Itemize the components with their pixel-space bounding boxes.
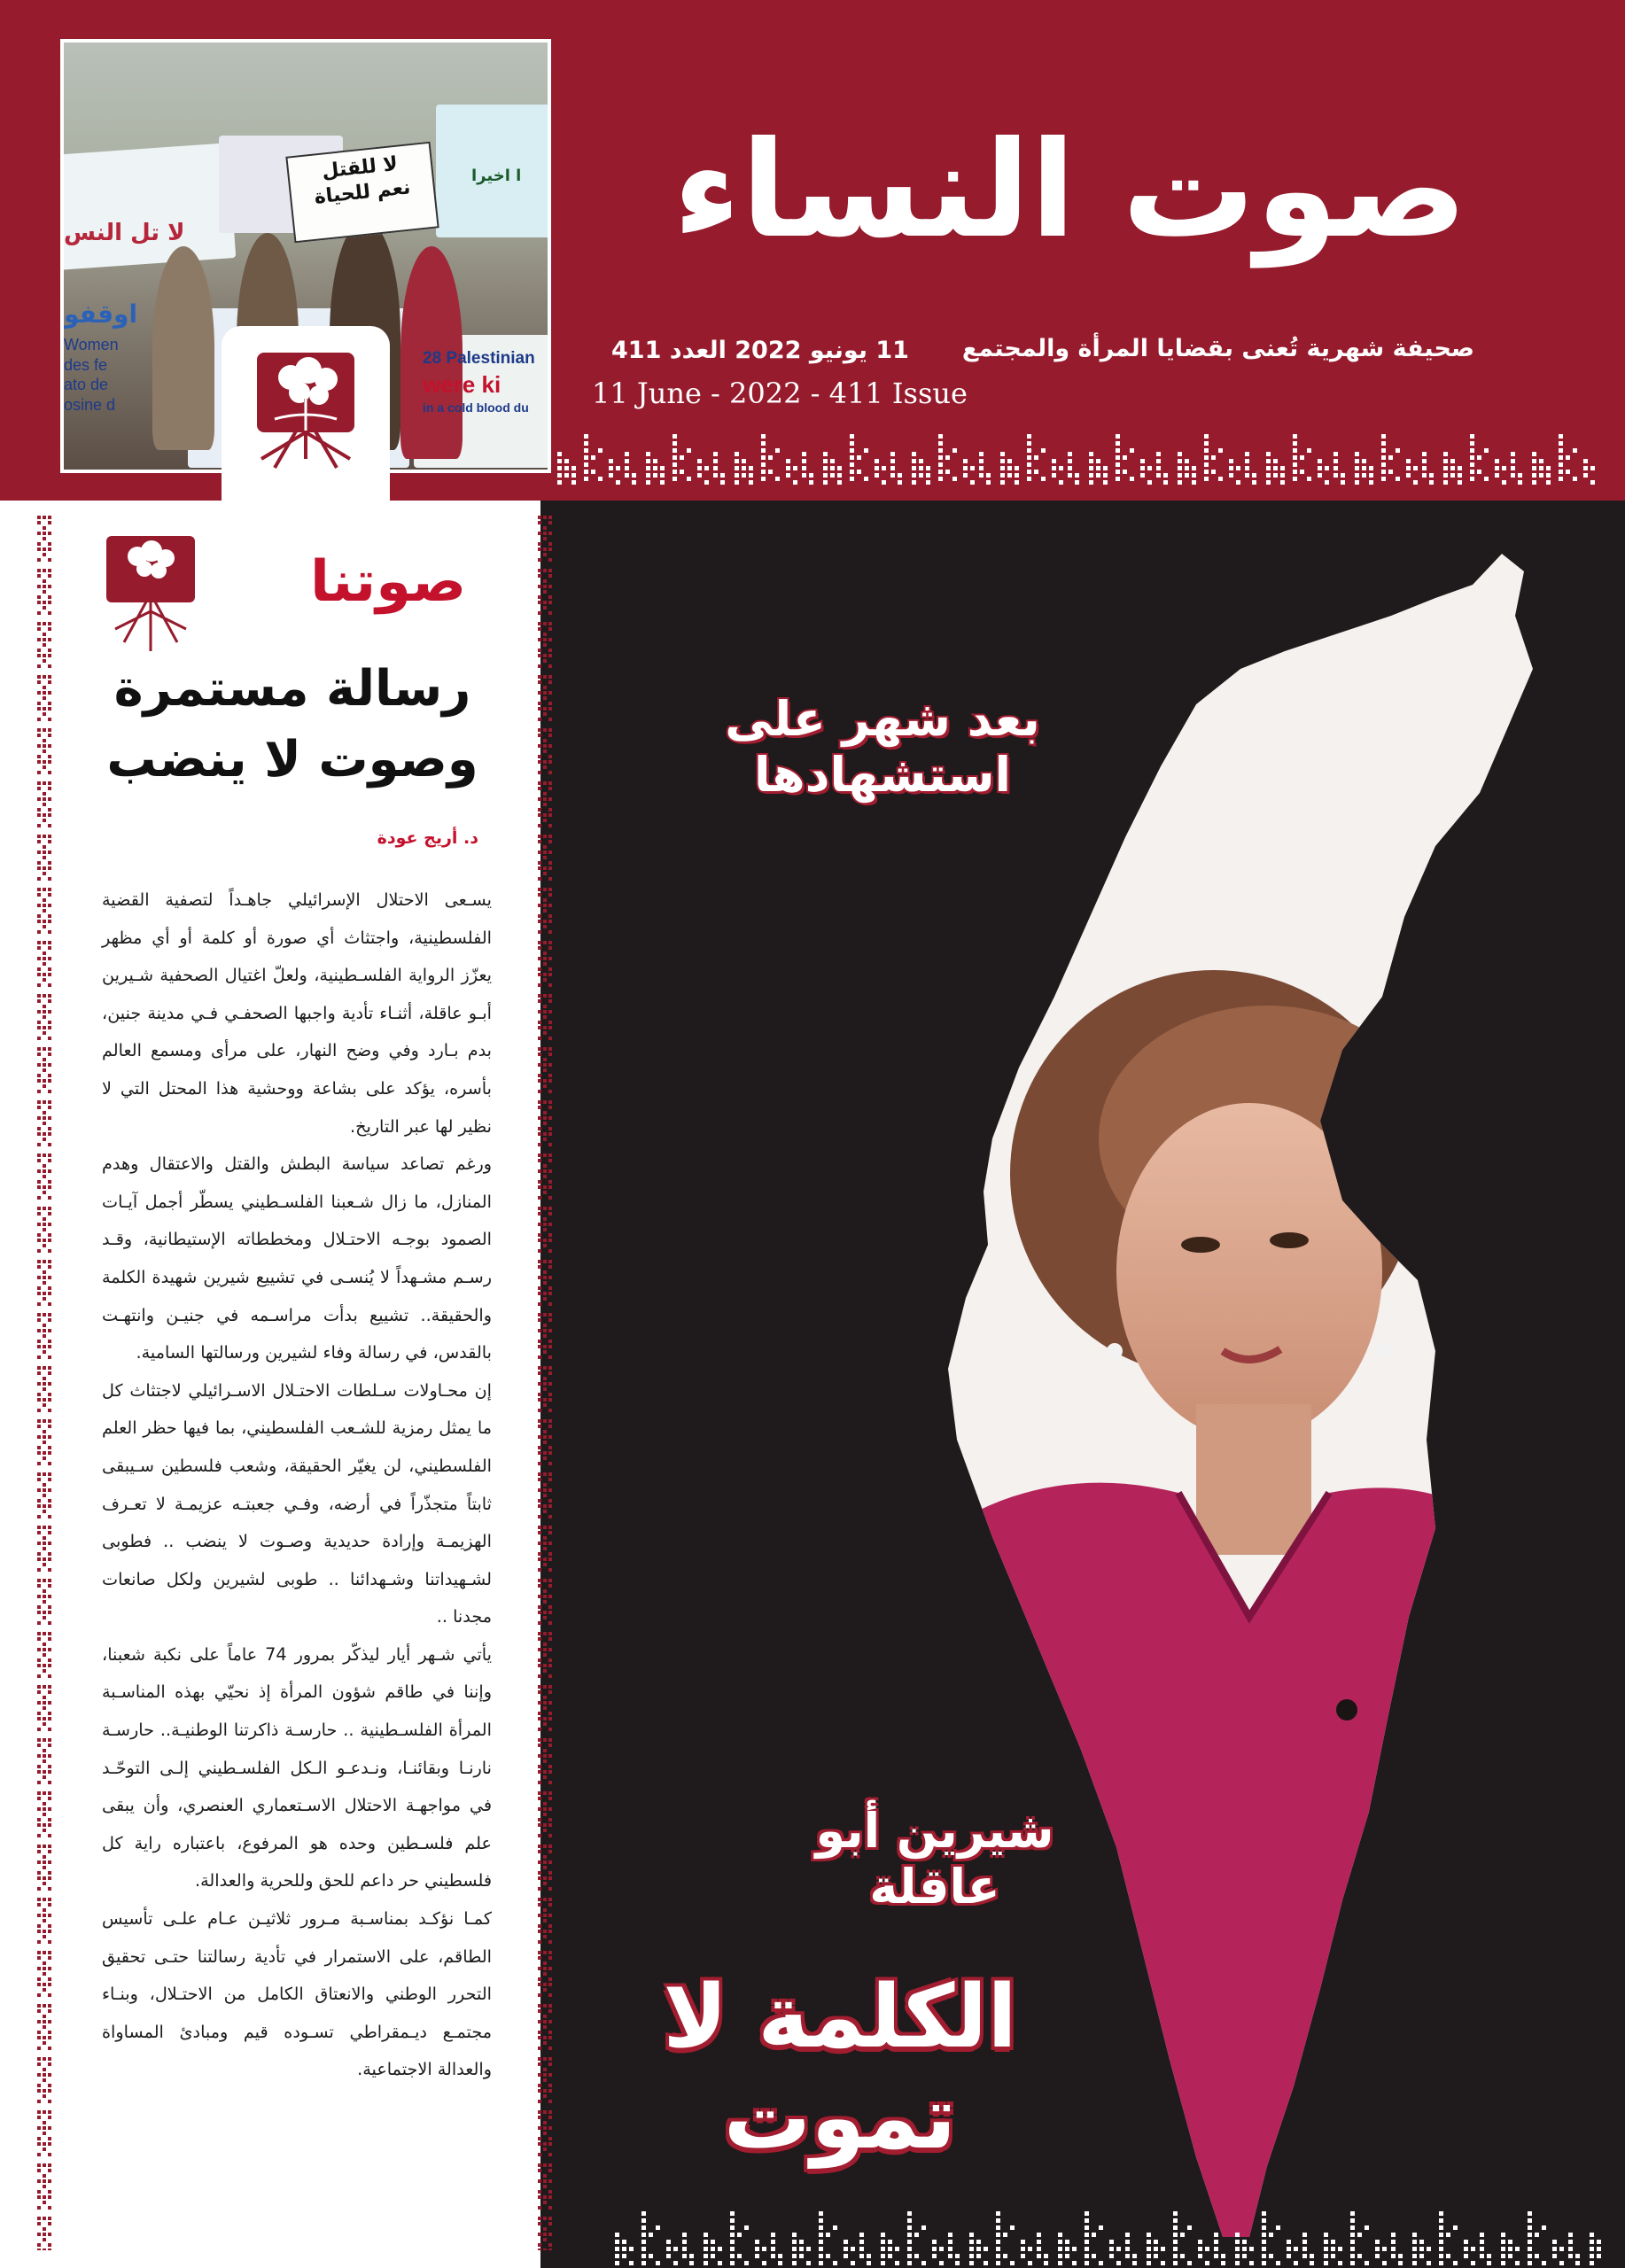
cover-name: شيرين أبو عاقلة <box>815 1803 1054 1915</box>
cover-headline-top: بعد شهر على استشهادها <box>725 691 1040 803</box>
photo-banner-text-3: in a cold blood du <box>423 400 529 416</box>
photo-banner-text-8: لا تل النس <box>64 220 185 246</box>
flower-small-icon <box>102 532 199 656</box>
embroidery-border-right <box>536 514 556 2250</box>
photo-banner-text-5: des fe <box>64 355 108 374</box>
photo-banner-text-10: ا اخيرا <box>471 167 522 185</box>
paragraph: إن محـاولات سـلطات الاحتـلال الاسـرائيلي لاجتثاث كل ما يمثل رمزية للشـعب الفلسطيني، بما فيها حظر العلم الفلسطيني، لن يغيّر الحقيقة، وشعب فلسطين سـيبقى ثابتاً متجذّراً في أرضه، وفـي جعبتـه عزيمـة لا تعـرف الهزيمـة وإرادة حديدية وصـوت لا ينضب .. فطوبى لشـهيداتنا وشـهدائنا .. طوبى لشيرين ولكل صانعات مجدنا .. <box>102 1379 492 1627</box>
paragraph: ورغم تصاعد سياسة البطش والقتل والاعتقال وهدم المنازل، ما زال شـعبنا الفلسـطيني يسطّر أجمل آيـات الصمود بوجـه الاحتـلال ومخططاته الإستيطانية، وقـد رسـم مشـهداً لا يُنسـى في تشييع شيرين شهيدة الكلمة والحقيقة.. تشييع بدأت مراسـمه في جنيـن وانتهـت بالقدس، في رسالة وفاء لشيرين ورسالتها السامية. <box>102 1153 492 1363</box>
photo-banner-left <box>60 143 236 270</box>
column-subtitle-line-2: وصوت لا ينضب <box>106 730 478 788</box>
logo-tab <box>222 326 390 503</box>
photo-banner-text-1: 28 Palestinian <box>423 349 535 368</box>
embroidery-pattern-header <box>554 416 1599 487</box>
photo-banner-text-2: were ki <box>423 370 501 398</box>
photo-left-banner-text <box>64 335 119 415</box>
masthead-title: صوت النساء <box>673 113 1467 268</box>
embroidery-pattern-footer <box>611 2188 1604 2268</box>
column-subtitle-line-1: رسالة مستمرة <box>113 660 471 718</box>
paragraph: كمـا نؤكـد بمناسـبة مـرور ثلاثيـن عـام علـى تأسيس الطاقم، على الاستمرار في تأدية رسالتنا حتـى تحقيق التحرر الوطني والانعتاق الكامل من الاحتـلال، وبنـاء مجتمـع ديـمقراطي تسـوده قيم ومبادئ المساواة والعدالة الاجتماعية. <box>102 1908 492 2080</box>
photo-banner-text <box>423 348 535 416</box>
paragraph: يأتي شـهر أيار ليذكّر بمرور 74 عاماً على نكبة شعبنا، وإننا في طاقم شؤون المرأة إذ نحيّي بهذه المناسـبة المرأة الفلسـطينية .. حارسـة ذاكرتنا الوطنيـة.. حارسـة نارنـا وبقائنـا، ونـدعـو الـكل الفلسـطيني إلـى التوحّـد في مواجهـة الاحتلال الاسـتعماري العنصري، وأن يبقى علم فلسـطين وحده هو المرفوع، باعتباره راية كل فلسطيني حر داعم للحق وللحرية والعدالة. <box>102 1643 492 1891</box>
column-title: صوتنا <box>310 549 467 615</box>
issue-english: 11 June - 2022 - 411 Issue <box>592 377 968 410</box>
photo-banner-text-7: osine d <box>64 395 116 414</box>
column-logo <box>102 532 199 656</box>
photo-person-1 <box>152 246 214 450</box>
cover-headline-bottom: الكلمة لا تموت <box>663 1967 1017 2169</box>
photo-banner-text-6: ato de <box>64 376 109 393</box>
column-body <box>102 882 492 2089</box>
column-subtitle <box>106 654 478 795</box>
flower-logo-icon <box>222 326 390 503</box>
column-author: د. أريج عودة <box>377 828 478 848</box>
photo-banner-text-9: اوقفو <box>64 299 138 329</box>
paragraph: يسـعى الاحتلال الإسرائيلي جاهـداً لتصفية القضية الفلسطينية، واجتثاث أي صورة أو كلمة أو أي مظهر يعزّز الرواية الفلسـطينية، ولعلّ اغتيال الصحفية شـيرين أبـو عاقلة، أثنـاء تأدية واجبها الصحفـي فـي مدينة جنين، بدم بـارد وفي وضح النهار، على مرأى ومسمع العالم بأسره، يؤكد على بشاعة ووحشية هذا المحتل التي لا نظير لها عبر التاريخ. <box>102 889 492 1137</box>
embroidery-border-left <box>35 514 55 2250</box>
masthead-tagline: صحيفة شهرية تُعنى بقضايا المرأة والمجتمع <box>961 335 1474 362</box>
photo-sign: لا للقتل نعم للحياة <box>285 142 439 244</box>
issue-arabic: 11 يونيو 2022 العدد 411 <box>611 337 909 364</box>
photo-banner-text-4: Women <box>64 336 119 353</box>
